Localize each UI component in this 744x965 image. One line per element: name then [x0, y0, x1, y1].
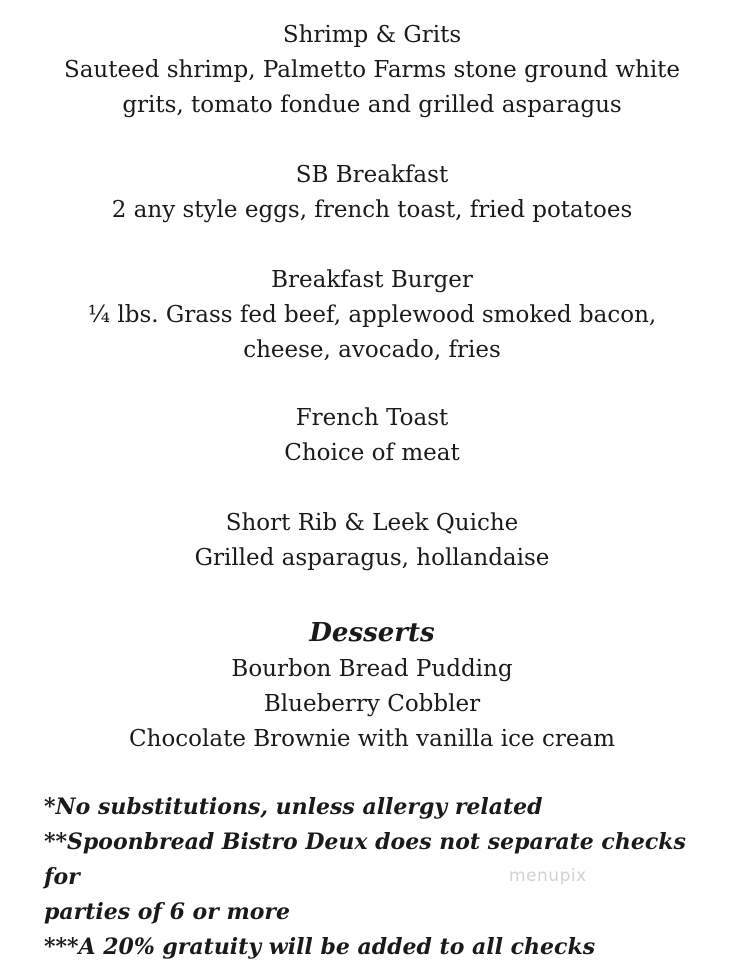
desserts-heading: Desserts: [309, 618, 435, 648]
note-separate-checks: **Spoonbread Bistro Deux does not separate checks for: [44, 829, 686, 890]
menu-item-shrimp-grits: [0, 18, 744, 123]
menu-item-short-rib-quiche: [0, 506, 744, 576]
desserts-section: [0, 614, 744, 757]
menu-item-name: Short Rib & Leek Quiche: [225, 510, 519, 536]
menu-item-description: Grilled asparagus, hollandaise: [194, 545, 550, 571]
menu-item-sb-breakfast: [0, 158, 744, 228]
menu-item-description: Choice of meat: [284, 440, 460, 466]
menu-item-description: Sauteed shrimp, Palmetto Farms stone ground white: [63, 57, 681, 83]
menu-item-description: grits, tomato fondue and grilled asparagus: [122, 92, 622, 118]
menu-item-french-toast: [0, 401, 744, 471]
menu-item-description: 2 any style eggs, french toast, fried potatoes: [111, 197, 633, 223]
menu-item-breakfast-burger: [0, 263, 744, 368]
menu-item-name: SB Breakfast: [295, 162, 449, 188]
menu-item-name: French Toast: [295, 405, 449, 431]
dessert-item: Chocolate Brownie with vanilla ice cream: [129, 726, 615, 752]
menu-item-description: ¼ lbs. Grass fed beef, applewood smoked bacon,: [87, 302, 657, 328]
watermark-logo: menupix: [509, 866, 587, 886]
note-gratuity: ***A 20% gratuity will be added to all checks: [44, 934, 596, 960]
notes-section: [44, 790, 704, 965]
menu-item-description: cheese, avocado, fries: [243, 337, 501, 363]
menu-item-name: Shrimp & Grits: [282, 22, 462, 48]
dessert-item: Bourbon Bread Pudding: [231, 656, 513, 682]
dessert-item: Blueberry Cobbler: [263, 691, 481, 717]
menu-item-name: Breakfast Burger: [271, 267, 473, 293]
note-separate-checks-cont: parties of 6 or more: [44, 899, 291, 925]
note-substitutions: *No substitutions, unless allergy related: [44, 794, 543, 820]
